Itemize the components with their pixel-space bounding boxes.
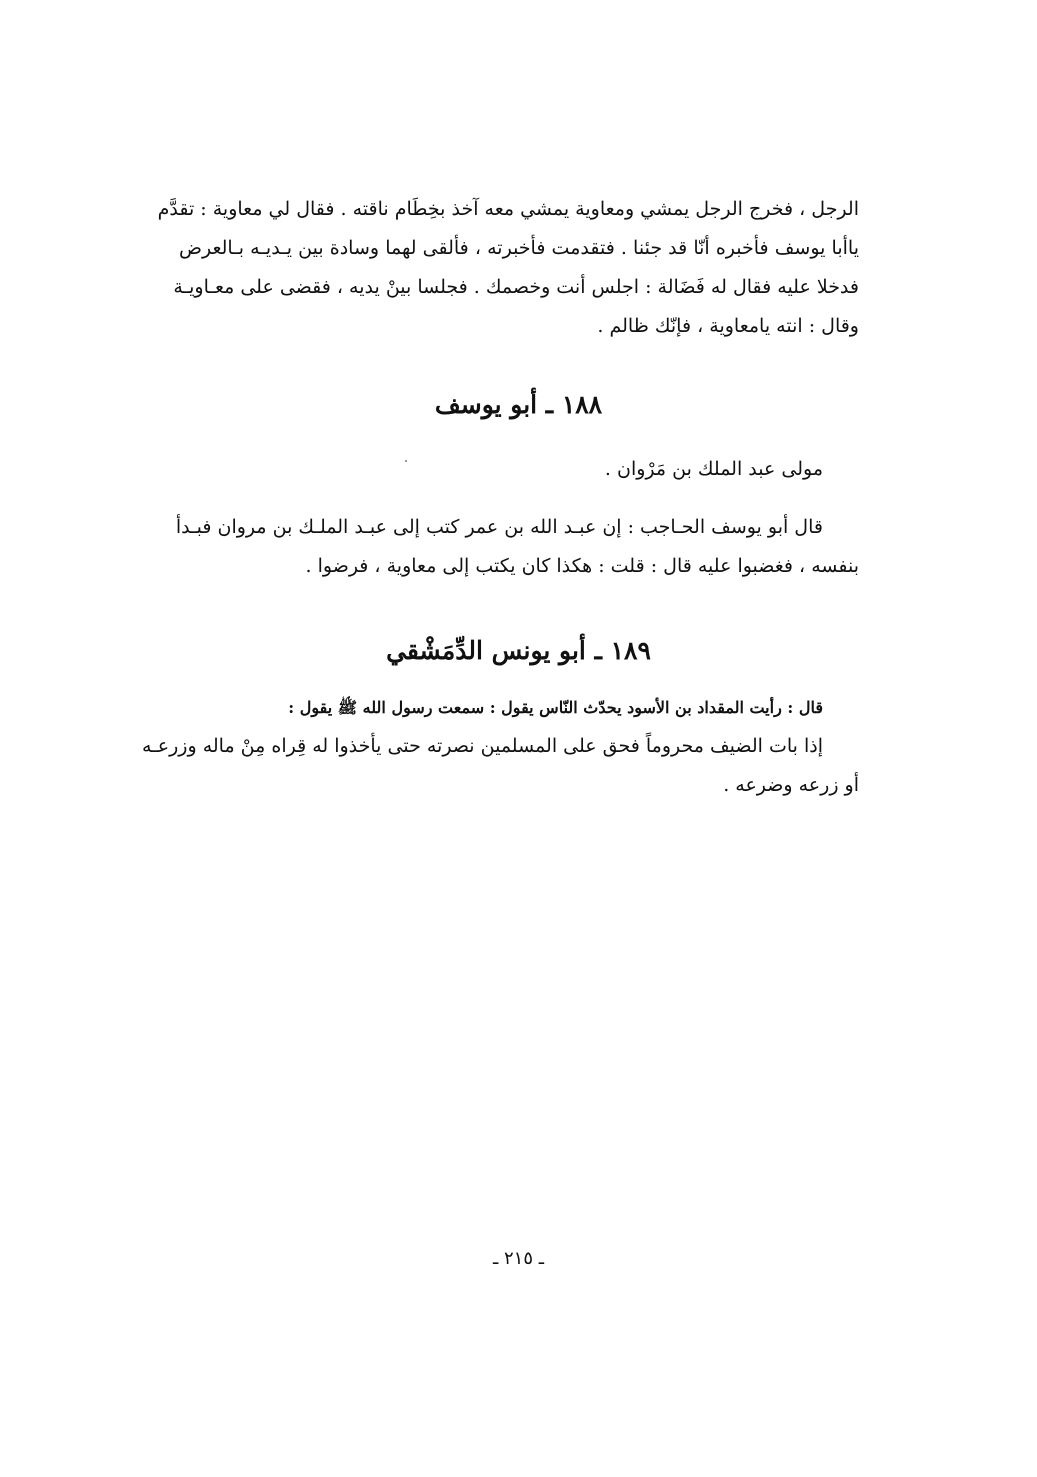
text-line: إذا بات الضيف محروماً فحق على المسلمين نصرته حتى يأخذوا له قِراه مِنْ ماله وزرعـه — [142, 735, 823, 757]
section-188-body — [175, 508, 859, 586]
page-number: ـ ٢١٥ ـ — [492, 1248, 544, 1269]
text-line: الرجل ، فخرج الرجل يمشي ومعاوية يمشي معه آخذ بخِطَام ناقته . فقال لي معاوية : تقدَّم — [157, 198, 859, 220]
paragraph-continuation — [157, 190, 859, 346]
text-line: فدخلا عليه فقال له فَضَالة : اجلس أنت وخصمك . فجلسا بينْ يديه ، فقضى على معـاويـة — [173, 276, 859, 298]
section-188-subtitle — [179, 450, 859, 489]
text-line: ياأبا يوسف فأخبره أنّا قد جئنا . فتقدمت فأخبرته ، فألقى لهما وسادة بين يـديـه بـالعرض — [179, 237, 859, 259]
text-line: بنفسه ، فغضبوا عليه قال : قلت : هكذا كان يكتب إلى معاوية ، فرضوا . — [305, 555, 859, 577]
text-line: وقال : انته يامعاوية ، فإنّك ظالم . — [597, 315, 859, 337]
intro-line: قال : رأيت المقداد بن الأسود يحدّث النّاس يقول : سمعت رسول الله ﷺ يقول : — [288, 698, 823, 717]
section-189-body — [142, 688, 859, 805]
subtitle-line: مولى عبد الملك بن مَرْوان . — [604, 458, 823, 480]
section-heading-189: ١٨٩ ـ أبو يونس الدِّمَشْقي — [386, 636, 651, 665]
text-line: قال أبو يوسف الحـاجب : إن عبـد الله بن عمر كتب إلى عبـد الملـك بن مروان فبـدأ — [175, 516, 823, 538]
text-line: أو زرعه وضرعه . — [723, 774, 859, 796]
print-speck — [405, 460, 407, 462]
section-heading-188: ١٨٨ ـ أبو يوسف — [434, 390, 603, 419]
